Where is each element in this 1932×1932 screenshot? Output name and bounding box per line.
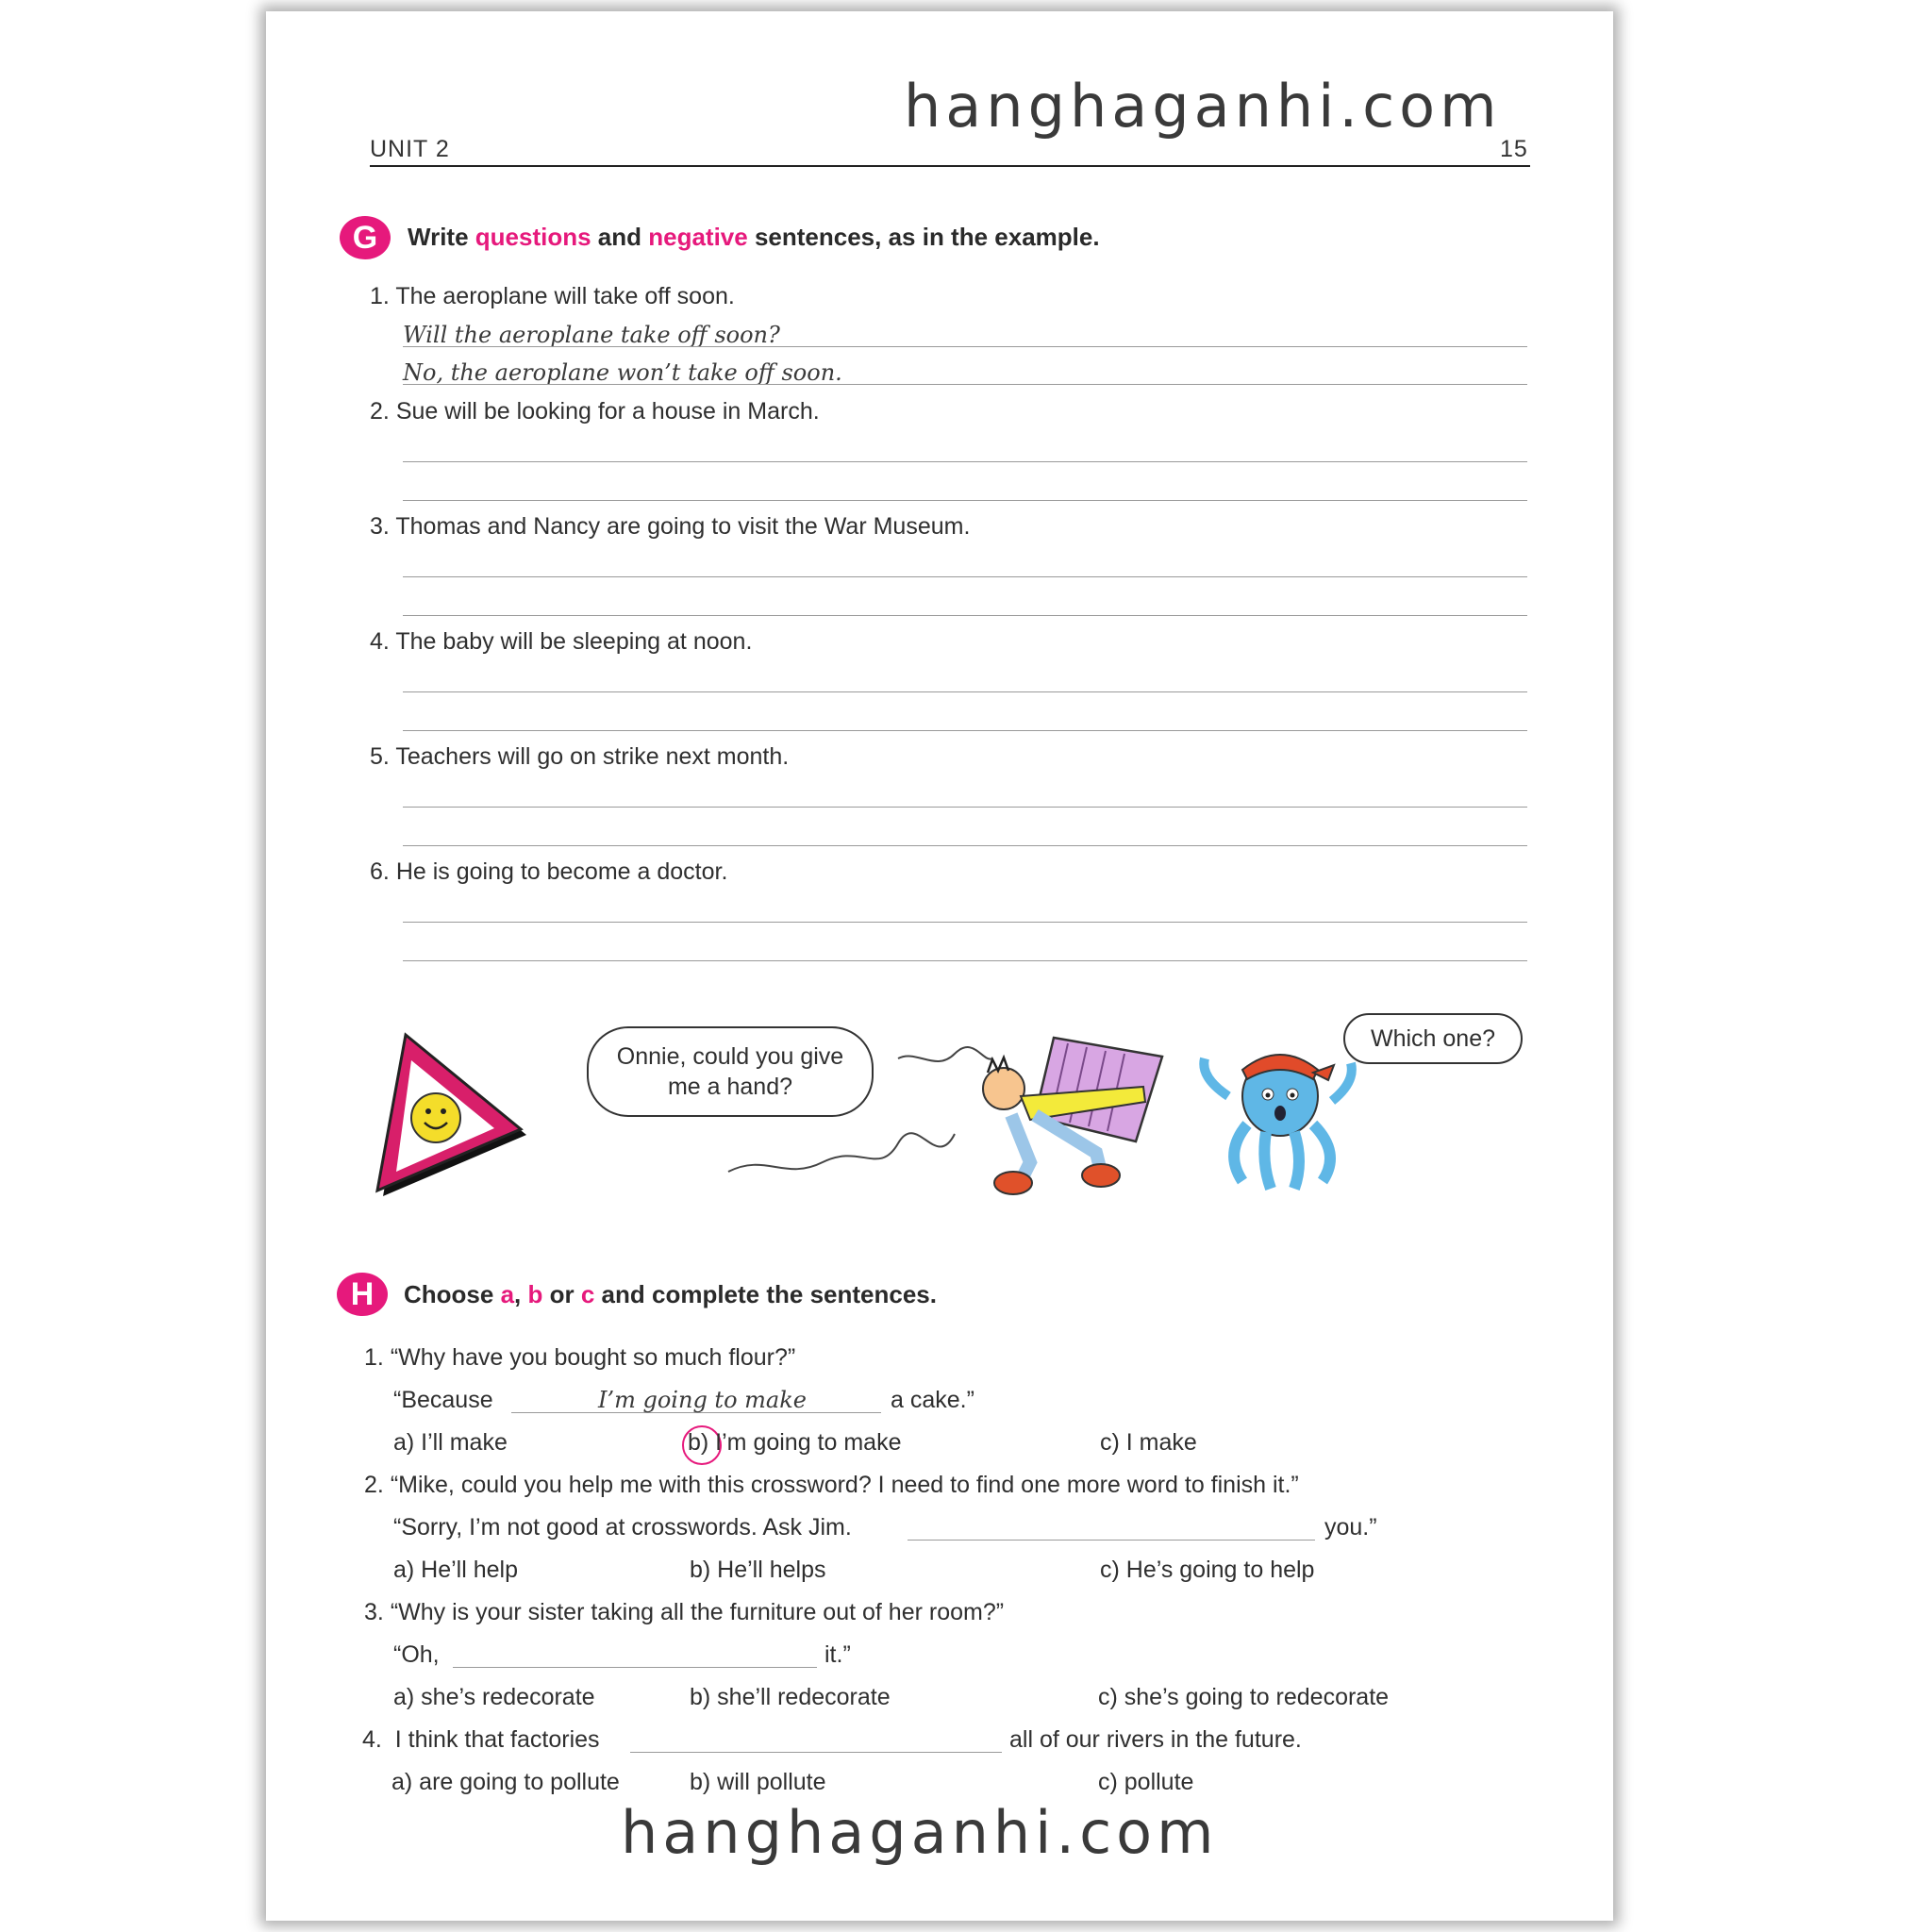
octopus-figure bbox=[1204, 1055, 1352, 1189]
answer-line[interactable] bbox=[403, 576, 1527, 577]
h-item-2-option-c[interactable]: c) He’s going to help bbox=[1100, 1557, 1315, 1583]
answer-line[interactable] bbox=[403, 960, 1527, 961]
h-item-1-option-a[interactable]: a) I’ll make bbox=[393, 1429, 508, 1456]
answer-line[interactable] bbox=[403, 615, 1527, 616]
g-item-6: 6. He is going to become a doctor. bbox=[370, 858, 728, 885]
h-item-3-prompt: “Oh, bbox=[393, 1641, 440, 1668]
g-item-2: 2. Sue will be looking for a house in March. bbox=[370, 398, 820, 425]
header-rule bbox=[370, 165, 1530, 167]
h-item-4-option-b[interactable]: b) will pollute bbox=[690, 1769, 826, 1795]
answer-line[interactable] bbox=[403, 845, 1527, 846]
h-item-2-option-b[interactable]: b) He’ll helps bbox=[690, 1557, 826, 1583]
g-item-5: 5. Teachers will go on strike next month. bbox=[370, 743, 790, 770]
g-item-1-answer-negative: No, the aeroplane won’t take off soon. bbox=[403, 359, 842, 386]
speech-bubble-right: Which one? bbox=[1343, 1013, 1523, 1064]
answer-blank[interactable] bbox=[453, 1667, 817, 1668]
answer-blank[interactable] bbox=[908, 1540, 1315, 1541]
section-h-instruction: Choose a, b or c and complete the sentences. bbox=[404, 1280, 937, 1308]
h-item-1-option-b[interactable]: b) I’m going to make bbox=[688, 1429, 902, 1456]
h-item-2-question: 2. “Mike, could you help me with this crossword? I need to find one more word to finish it.” bbox=[364, 1472, 1299, 1498]
h-item-2-prompt: “Sorry, I’m not good at crosswords. Ask Jim. bbox=[393, 1514, 852, 1541]
answer-line[interactable] bbox=[403, 730, 1527, 731]
answer-blank[interactable] bbox=[630, 1752, 1002, 1753]
g-item-3: 3. Thomas and Nancy are going to visit the War Museum. bbox=[370, 513, 971, 540]
g-item-1-answer-question: Will the aeroplane take off soon? bbox=[403, 322, 780, 348]
h-item-2-option-a[interactable]: a) He’ll help bbox=[393, 1557, 519, 1583]
answer-line[interactable] bbox=[403, 384, 1527, 385]
h-item-4-option-c[interactable]: c) pollute bbox=[1098, 1769, 1194, 1795]
watermark-top: hanghaganhi.com bbox=[904, 72, 1502, 141]
h-item-4-question: 4. I think that factories bbox=[362, 1726, 600, 1753]
answer-line[interactable] bbox=[403, 461, 1527, 462]
h-item-1-question: 1. “Why have you bought so much flour?” bbox=[364, 1344, 796, 1371]
answer-line[interactable] bbox=[403, 346, 1527, 347]
answer-line[interactable] bbox=[403, 691, 1527, 692]
h-item-4-option-a[interactable]: a) are going to pollute bbox=[391, 1769, 620, 1795]
h-item-3-option-a[interactable]: a) she’s redecorate bbox=[393, 1684, 595, 1710]
h-item-3-question: 3. “Why is your sister taking all the furniture out of her room?” bbox=[364, 1599, 1005, 1625]
answer-line[interactable] bbox=[403, 807, 1527, 808]
h-item-3-prompt-end: it.” bbox=[824, 1641, 851, 1668]
h-item-3-option-c[interactable]: c) she’s going to redecorate bbox=[1098, 1684, 1390, 1710]
warning-triangle-icon bbox=[377, 1035, 526, 1196]
g-item-1: 1. The aeroplane will take off soon. bbox=[370, 283, 735, 309]
h-item-1-answer: I’m going to make bbox=[598, 1387, 807, 1413]
man-carrying-board-figure bbox=[983, 1038, 1162, 1194]
answer-line[interactable] bbox=[403, 500, 1527, 501]
h-item-1-prompt: “Because bbox=[393, 1387, 493, 1413]
h-item-3-option-b[interactable]: b) she’ll redecorate bbox=[690, 1684, 891, 1710]
g-item-4: 4. The baby will be sleeping at noon. bbox=[370, 628, 753, 655]
section-h-badge: H bbox=[337, 1273, 388, 1316]
h-item-1-prompt-end: a cake.” bbox=[891, 1387, 974, 1413]
speech-bubble-left: Onnie, could you give me a hand? bbox=[587, 1026, 874, 1117]
worksheet-page bbox=[266, 11, 1613, 1921]
h-item-4-prompt-end: all of our rivers in the future. bbox=[1009, 1726, 1302, 1753]
h-item-1-option-c[interactable]: c) I make bbox=[1100, 1429, 1197, 1456]
section-g-badge: G bbox=[340, 216, 391, 259]
section-g-instruction: Write questions and negative sentences, as in the example. bbox=[408, 223, 1100, 251]
unit-label: UNIT 2 bbox=[370, 136, 450, 162]
h-item-2-prompt-end: you.” bbox=[1324, 1514, 1377, 1541]
page-number: 15 bbox=[1500, 136, 1528, 162]
answer-line[interactable] bbox=[403, 922, 1527, 923]
watermark-bottom: hanghaganhi.com bbox=[621, 1798, 1219, 1867]
